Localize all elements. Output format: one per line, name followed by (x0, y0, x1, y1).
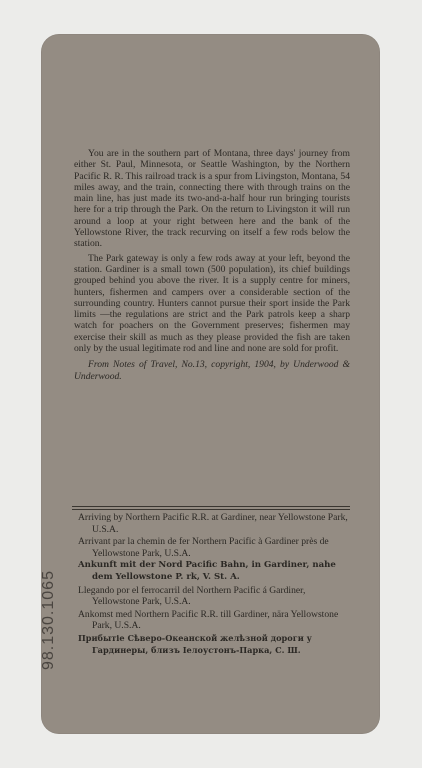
description-paragraph-1: You are in the southern part of Montana, three days' journey from either St. Paul, Minnesota, or Seattle Washington, by the Northern Pacific R. R. This railroad track is a spur from Livingston, Montana, 54 miles away, and the train, connecting there with through trains on the main line, has just made its two-and-a-half hour run bringing tourists here for a trip through the Park. On the return to Livingston it will run around a loop at your right between here and the bank of the Yellowstone River, the track recurving on itself a few rods below the station. (74, 148, 350, 250)
caption-spanish: Llegando por el ferrocarril del Northern Pacific á Gardiner, Yellowstone Park, U.S.A. (78, 584, 306, 608)
caption-german: Ankunft mit der Nord Pacific Bahn, in Gardiner, nahe dem Yellowstone P. rk, V. St. A. (78, 560, 336, 582)
description-text-block (74, 148, 350, 382)
caption-russian: Прибытіе Сѣверо-Океанской желѣзной дороги у Гардинеры, близъ Іелоустонъ-Парка, С. Ш. (78, 632, 312, 655)
caption-french: Arrivant par la chemin de fer Northern Pacific à Gardiner près de Yellowstone Park, U.S.A. (78, 536, 329, 559)
handwritten-archive-number: 98.130.1065 (40, 570, 57, 670)
multilingual-captions (78, 512, 352, 656)
copyright-citation: From Notes of Travel, No.13, copyright, 1904, by Underwood & Underwood. (74, 359, 350, 382)
divider-rule-bottom (72, 509, 350, 510)
divider-rule-top (72, 506, 350, 507)
caption-swedish: Ankomst med Northern Pacific R.R. till Gardiner, nära Yellowstone Park, U.S.A. (78, 608, 339, 632)
caption-english: Arriving by Northern Pacific R.R. at Gardiner, near Yellowstone Park, U.S.A. (78, 512, 348, 535)
description-paragraph-2: The Park gateway is only a few rods away at your left, beyond the station. Gardiner is a small town (500 population), its chief buildings grouped behind you above the river. It is a supply centre for miners, hunters, fishermen and campers over a considerable section of the surrounding country. Hunters cannot pursue their sport inside the Park limits —the regulations are strict and the Park patrols keep a sharp watch for poachers on the Government preserves; fishermen may exercise their skill as much as they please provided the fish are taken only by the usual legitimate rod and line and none are sold for profit. (74, 252, 350, 355)
